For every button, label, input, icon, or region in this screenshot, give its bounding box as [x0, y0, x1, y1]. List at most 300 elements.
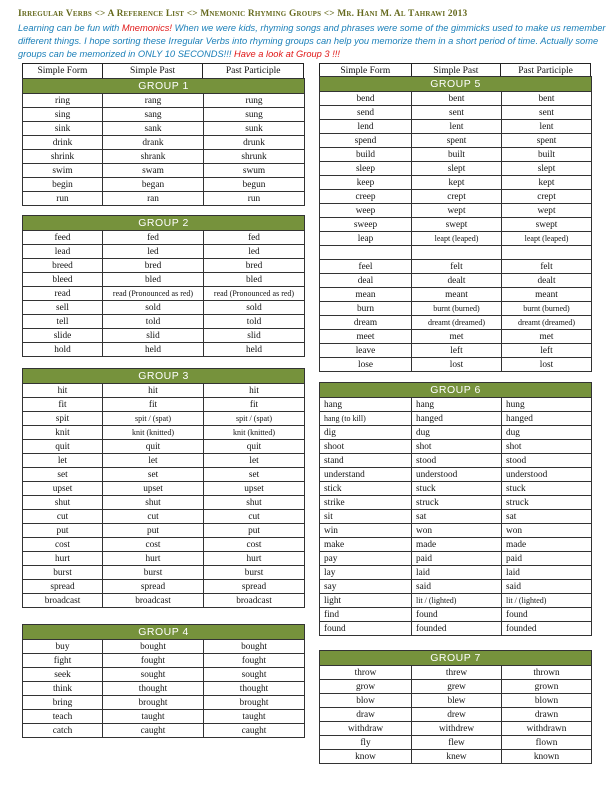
- past-participle-cell: read (Pronounced as red): [204, 287, 305, 301]
- simple-form-cell: blow: [320, 694, 412, 708]
- past-participle-cell: knit (knitted): [204, 426, 305, 440]
- simple-past-cell: sat: [412, 510, 502, 524]
- group-header-bar: [320, 77, 592, 92]
- simple-form-cell: win: [320, 524, 412, 538]
- simple-past-cell: stuck: [412, 482, 502, 496]
- simple-past-cell: ran: [103, 192, 204, 206]
- simple-form-cell: knit: [23, 426, 103, 440]
- group-title: GROUP 7: [320, 651, 592, 666]
- past-participle-cell: upset: [204, 482, 305, 496]
- simple-form-cell: swim: [23, 164, 103, 178]
- group-3-table: [22, 368, 305, 608]
- past-participle-cell: bled: [204, 273, 305, 287]
- past-participle-cell: [502, 246, 592, 260]
- verb-row: [23, 329, 305, 343]
- past-participle-cell: wept: [502, 204, 592, 218]
- verb-row: [23, 524, 305, 538]
- simple-past-cell: bled: [103, 273, 204, 287]
- simple-past-cell: slid: [103, 329, 204, 343]
- verb-row: [320, 106, 592, 120]
- past-participle-cell: slept: [502, 162, 592, 176]
- verb-row: [23, 538, 305, 552]
- simple-past-cell: cut: [103, 510, 204, 524]
- simple-form-cell: know: [320, 750, 412, 764]
- past-participle-cell: led: [204, 245, 305, 259]
- verb-row: [320, 260, 592, 274]
- simple-form-cell: drink: [23, 136, 103, 150]
- simple-form-cell: stand: [320, 454, 412, 468]
- header-past-participle: Past Participle: [501, 64, 591, 79]
- verb-row: [23, 654, 305, 668]
- simple-past-cell: stood: [412, 454, 502, 468]
- simple-past-cell: found: [412, 608, 502, 622]
- past-participle-cell: kept: [502, 176, 592, 190]
- past-participle-cell: grown: [502, 680, 592, 694]
- simple-past-cell: began: [103, 178, 204, 192]
- past-participle-cell: drunk: [204, 136, 305, 150]
- verb-row: [23, 580, 305, 594]
- verb-row: [320, 440, 592, 454]
- simple-past-cell: hurt: [103, 552, 204, 566]
- verb-row: [320, 736, 592, 750]
- simple-form-cell: let: [23, 454, 103, 468]
- simple-form-cell: make: [320, 538, 412, 552]
- verb-row: [23, 287, 305, 301]
- past-participle-cell: run: [204, 192, 305, 206]
- verb-row: [320, 496, 592, 510]
- verb-row: [23, 440, 305, 454]
- verb-row: [320, 524, 592, 538]
- simple-form-cell: read: [23, 287, 103, 301]
- past-participle-cell: meant: [502, 288, 592, 302]
- simple-form-cell: think: [23, 682, 103, 696]
- past-participle-cell: met: [502, 330, 592, 344]
- past-participle-cell: sent: [502, 106, 592, 120]
- group-title: GROUP 6: [320, 383, 592, 398]
- simple-form-cell: dream: [320, 316, 412, 330]
- simple-form-cell: hold: [23, 343, 103, 357]
- simple-form-cell: ring: [23, 94, 103, 108]
- verb-row: [320, 594, 592, 608]
- simple-form-cell: send: [320, 106, 412, 120]
- verb-row: [320, 482, 592, 496]
- simple-past-cell: leapt (leaped): [412, 232, 502, 246]
- header-simple-past: Simple Past: [411, 64, 501, 79]
- past-participle-cell: bent: [502, 92, 592, 106]
- simple-form-cell: breed: [23, 259, 103, 273]
- past-participle-cell: stood: [502, 454, 592, 468]
- intro-paragraph: [18, 22, 606, 61]
- simple-form-cell: lose: [320, 358, 412, 372]
- verb-row: [23, 178, 305, 192]
- past-participle-cell: quit: [204, 440, 305, 454]
- group-1-table: [22, 78, 305, 206]
- simple-past-cell: slept: [412, 162, 502, 176]
- verb-row: [320, 538, 592, 552]
- simple-past-cell: fed: [103, 231, 204, 245]
- past-participle-cell: lent: [502, 120, 592, 134]
- simple-past-cell: dealt: [412, 274, 502, 288]
- simple-form-cell: leap: [320, 232, 412, 246]
- simple-form-cell: hang (to kill): [320, 412, 412, 426]
- past-participle-cell: won: [502, 524, 592, 538]
- verb-row: [320, 412, 592, 426]
- group-header-bar: [23, 369, 305, 384]
- simple-form-cell: sink: [23, 122, 103, 136]
- simple-form-cell: lay: [320, 566, 412, 580]
- group-title: GROUP 3: [23, 369, 305, 384]
- simple-form-cell: understand: [320, 468, 412, 482]
- verb-row: [320, 468, 592, 482]
- verb-row: [23, 315, 305, 329]
- past-participle-cell: cut: [204, 510, 305, 524]
- past-participle-cell: fit: [204, 398, 305, 412]
- past-participle-cell: stuck: [502, 482, 592, 496]
- past-participle-cell: taught: [204, 710, 305, 724]
- past-participle-cell: fed: [204, 231, 305, 245]
- past-participle-cell: hanged: [502, 412, 592, 426]
- simple-past-cell: taught: [103, 710, 204, 724]
- simple-form-cell: found: [320, 622, 412, 636]
- verb-row: [23, 384, 305, 398]
- verb-row: [23, 108, 305, 122]
- simple-past-cell: grew: [412, 680, 502, 694]
- intro-part-2: When we were kids, rhyming songs and phrases were some of the gimmicks used to make us remember different things. I hope sorting these Irregular Verbs into rhyming groups can help you memorize them in a short period of time. Actually some groups can be memorized in ONLY 10 SECONDS!!!: [18, 23, 606, 59]
- past-participle-cell: shut: [204, 496, 305, 510]
- simple-past-cell: built: [412, 148, 502, 162]
- simple-form-cell: lend: [320, 120, 412, 134]
- left-column-header: [22, 63, 304, 79]
- verb-row: [320, 190, 592, 204]
- simple-past-cell: shrank: [103, 150, 204, 164]
- simple-form-cell: catch: [23, 724, 103, 738]
- simple-form-cell: shoot: [320, 440, 412, 454]
- past-participle-cell: shrunk: [204, 150, 305, 164]
- simple-form-cell: spread: [23, 580, 103, 594]
- verb-row: [320, 454, 592, 468]
- verb-row: [23, 552, 305, 566]
- simple-past-cell: founded: [412, 622, 502, 636]
- verb-row: [320, 344, 592, 358]
- simple-past-cell: dreamt (dreamed): [412, 316, 502, 330]
- simple-past-cell: bent: [412, 92, 502, 106]
- simple-form-cell: begin: [23, 178, 103, 192]
- verb-row: [320, 750, 592, 764]
- verb-row: [320, 722, 592, 736]
- verb-row: [320, 302, 592, 316]
- simple-past-cell: sang: [103, 108, 204, 122]
- simple-form-cell: cost: [23, 538, 103, 552]
- group-title: GROUP 2: [23, 216, 305, 231]
- simple-past-cell: brought: [103, 696, 204, 710]
- group-title: GROUP 4: [23, 625, 305, 640]
- group-title: GROUP 1: [23, 79, 305, 94]
- past-participle-cell: dug: [502, 426, 592, 440]
- verb-row: [320, 134, 592, 148]
- simple-form-cell: shut: [23, 496, 103, 510]
- simple-form-cell: sit: [320, 510, 412, 524]
- verb-row: [23, 412, 305, 426]
- simple-form-cell: put: [23, 524, 103, 538]
- simple-form-cell: throw: [320, 666, 412, 680]
- past-participle-cell: lost: [502, 358, 592, 372]
- verb-row: [320, 552, 592, 566]
- past-participle-cell: spit / (spat): [204, 412, 305, 426]
- verb-row: [23, 343, 305, 357]
- verb-row: [23, 245, 305, 259]
- past-participle-cell: struck: [502, 496, 592, 510]
- past-participle-cell: told: [204, 315, 305, 329]
- simple-form-cell: feel: [320, 260, 412, 274]
- page-title: Irregular Verbs <> A Reference List <> Mnemonic Rhyming Groups <> Mr. Hani M. Al Tahrawi 2013: [18, 9, 468, 19]
- verb-row: [23, 510, 305, 524]
- verb-row: [320, 162, 592, 176]
- simple-past-cell: fought: [103, 654, 204, 668]
- group-6-table: [319, 382, 592, 636]
- verb-row: [320, 426, 592, 440]
- past-participle-cell: cost: [204, 538, 305, 552]
- simple-form-cell: seek: [23, 668, 103, 682]
- verb-row: [23, 122, 305, 136]
- verb-row: [320, 92, 592, 106]
- simple-past-cell: sought: [103, 668, 204, 682]
- past-participle-cell: put: [204, 524, 305, 538]
- simple-form-cell: deal: [320, 274, 412, 288]
- simple-past-cell: cost: [103, 538, 204, 552]
- simple-past-cell: fit: [103, 398, 204, 412]
- simple-past-cell: upset: [103, 482, 204, 496]
- past-participle-cell: swept: [502, 218, 592, 232]
- simple-past-cell: felt: [412, 260, 502, 274]
- verb-row: [23, 231, 305, 245]
- simple-form-cell: [320, 246, 412, 260]
- simple-past-cell: rang: [103, 94, 204, 108]
- past-participle-cell: paid: [502, 552, 592, 566]
- simple-form-cell: grow: [320, 680, 412, 694]
- simple-past-cell: drew: [412, 708, 502, 722]
- simple-past-cell: met: [412, 330, 502, 344]
- past-participle-cell: understood: [502, 468, 592, 482]
- past-participle-cell: rung: [204, 94, 305, 108]
- past-participle-cell: swum: [204, 164, 305, 178]
- simple-form-cell: spit: [23, 412, 103, 426]
- simple-form-cell: feed: [23, 231, 103, 245]
- verb-row: [23, 496, 305, 510]
- simple-form-cell: mean: [320, 288, 412, 302]
- simple-form-cell: burn: [320, 302, 412, 316]
- past-participle-cell: bred: [204, 259, 305, 273]
- past-participle-cell: founded: [502, 622, 592, 636]
- simple-past-cell: said: [412, 580, 502, 594]
- verb-row: [23, 640, 305, 654]
- group-2-table: [22, 215, 305, 357]
- past-participle-cell: sunk: [204, 122, 305, 136]
- past-participle-cell: fought: [204, 654, 305, 668]
- past-participle-cell: felt: [502, 260, 592, 274]
- intro-highlight-group3: Have a look at Group 3 !!!: [234, 49, 340, 59]
- verb-row: [23, 668, 305, 682]
- simple-past-cell: burnt (burned): [412, 302, 502, 316]
- simple-form-cell: bring: [23, 696, 103, 710]
- verb-row: [23, 468, 305, 482]
- simple-form-cell: draw: [320, 708, 412, 722]
- simple-past-cell: paid: [412, 552, 502, 566]
- group-header-bar: [23, 79, 305, 94]
- simple-form-cell: hit: [23, 384, 103, 398]
- verb-row: [23, 696, 305, 710]
- simple-past-cell: sent: [412, 106, 502, 120]
- simple-form-cell: hurt: [23, 552, 103, 566]
- group-7-table: [319, 650, 592, 764]
- past-participle-cell: left: [502, 344, 592, 358]
- simple-past-cell: bought: [103, 640, 204, 654]
- simple-form-cell: pay: [320, 552, 412, 566]
- simple-past-cell: withdrew: [412, 722, 502, 736]
- simple-form-cell: slide: [23, 329, 103, 343]
- past-participle-cell: hit: [204, 384, 305, 398]
- simple-form-cell: spend: [320, 134, 412, 148]
- past-participle-cell: slid: [204, 329, 305, 343]
- past-participle-cell: broadcast: [204, 594, 305, 608]
- simple-past-cell: lost: [412, 358, 502, 372]
- simple-past-cell: quit: [103, 440, 204, 454]
- past-participle-cell: caught: [204, 724, 305, 738]
- simple-past-cell: hanged: [412, 412, 502, 426]
- simple-form-cell: dig: [320, 426, 412, 440]
- simple-past-cell: wept: [412, 204, 502, 218]
- past-participle-cell: crept: [502, 190, 592, 204]
- verb-row: [23, 136, 305, 150]
- header-simple-past: Simple Past: [102, 64, 202, 79]
- simple-form-cell: build: [320, 148, 412, 162]
- verb-row: [23, 259, 305, 273]
- simple-past-cell: lent: [412, 120, 502, 134]
- past-participle-cell: let: [204, 454, 305, 468]
- simple-past-cell: put: [103, 524, 204, 538]
- verb-row: [23, 150, 305, 164]
- verb-row: [23, 164, 305, 178]
- simple-past-cell: caught: [103, 724, 204, 738]
- simple-past-cell: burst: [103, 566, 204, 580]
- simple-past-cell: threw: [412, 666, 502, 680]
- simple-past-cell: led: [103, 245, 204, 259]
- simple-past-cell: left: [412, 344, 502, 358]
- simple-past-cell: held: [103, 343, 204, 357]
- verb-row: [23, 192, 305, 206]
- simple-past-cell: spent: [412, 134, 502, 148]
- simple-past-cell: read (Pronounced as red): [103, 287, 204, 301]
- past-participle-cell: dreamt (dreamed): [502, 316, 592, 330]
- intro-highlight-mnemonics: Mnemonics!: [121, 23, 173, 33]
- simple-past-cell: bred: [103, 259, 204, 273]
- verb-row: [320, 176, 592, 190]
- verb-row: [320, 232, 592, 246]
- verb-row: [23, 724, 305, 738]
- simple-past-cell: swam: [103, 164, 204, 178]
- past-participle-cell: known: [502, 750, 592, 764]
- verb-row: [320, 666, 592, 680]
- simple-past-cell: thought: [103, 682, 204, 696]
- simple-form-cell: find: [320, 608, 412, 622]
- past-participle-cell: made: [502, 538, 592, 552]
- simple-form-cell: withdraw: [320, 722, 412, 736]
- past-participle-cell: withdrawn: [502, 722, 592, 736]
- past-participle-cell: bought: [204, 640, 305, 654]
- past-participle-cell: built: [502, 148, 592, 162]
- intro-part-1: Learning can be fun with: [18, 23, 122, 33]
- group-header-bar: [23, 216, 305, 231]
- past-participle-cell: found: [502, 608, 592, 622]
- simple-past-cell: sank: [103, 122, 204, 136]
- simple-form-cell: bend: [320, 92, 412, 106]
- simple-past-cell: broadcast: [103, 594, 204, 608]
- simple-form-cell: meet: [320, 330, 412, 344]
- past-participle-cell: drawn: [502, 708, 592, 722]
- simple-form-cell: weep: [320, 204, 412, 218]
- simple-form-cell: shrink: [23, 150, 103, 164]
- verb-row: [23, 566, 305, 580]
- simple-form-cell: hang: [320, 398, 412, 412]
- verb-row: [320, 622, 592, 636]
- past-participle-cell: brought: [204, 696, 305, 710]
- simple-form-cell: run: [23, 192, 103, 206]
- past-participle-cell: flown: [502, 736, 592, 750]
- simple-past-cell: crept: [412, 190, 502, 204]
- past-participle-cell: shot: [502, 440, 592, 454]
- past-participle-cell: hung: [502, 398, 592, 412]
- past-participle-cell: thrown: [502, 666, 592, 680]
- simple-form-cell: fit: [23, 398, 103, 412]
- simple-past-cell: swept: [412, 218, 502, 232]
- simple-form-cell: say: [320, 580, 412, 594]
- verb-row: [320, 608, 592, 622]
- simple-form-cell: tell: [23, 315, 103, 329]
- simple-past-cell: understood: [412, 468, 502, 482]
- group-header-bar: [320, 651, 592, 666]
- simple-form-cell: sing: [23, 108, 103, 122]
- simple-form-cell: buy: [23, 640, 103, 654]
- group-4-table: [22, 624, 305, 738]
- simple-past-cell: set: [103, 468, 204, 482]
- simple-form-cell: bleed: [23, 273, 103, 287]
- verb-row: [320, 330, 592, 344]
- past-participle-cell: thought: [204, 682, 305, 696]
- verb-row: [320, 218, 592, 232]
- verb-row: [23, 398, 305, 412]
- simple-past-cell: laid: [412, 566, 502, 580]
- simple-form-cell: light: [320, 594, 412, 608]
- simple-past-cell: made: [412, 538, 502, 552]
- past-participle-cell: spread: [204, 580, 305, 594]
- verb-row: [23, 682, 305, 696]
- simple-past-cell: knew: [412, 750, 502, 764]
- verb-row: [320, 246, 592, 260]
- past-participle-cell: sat: [502, 510, 592, 524]
- past-participle-cell: burnt (burned): [502, 302, 592, 316]
- verb-row: [320, 566, 592, 580]
- verb-row: [320, 398, 592, 412]
- simple-past-cell: lit / (lighted): [412, 594, 502, 608]
- verb-row: [23, 426, 305, 440]
- simple-past-cell: struck: [412, 496, 502, 510]
- verb-row: [320, 694, 592, 708]
- past-participle-cell: spent: [502, 134, 592, 148]
- simple-past-cell: won: [412, 524, 502, 538]
- simple-past-cell: sold: [103, 301, 204, 315]
- simple-form-cell: fly: [320, 736, 412, 750]
- simple-past-cell: hit: [103, 384, 204, 398]
- group-5-table: [319, 76, 592, 372]
